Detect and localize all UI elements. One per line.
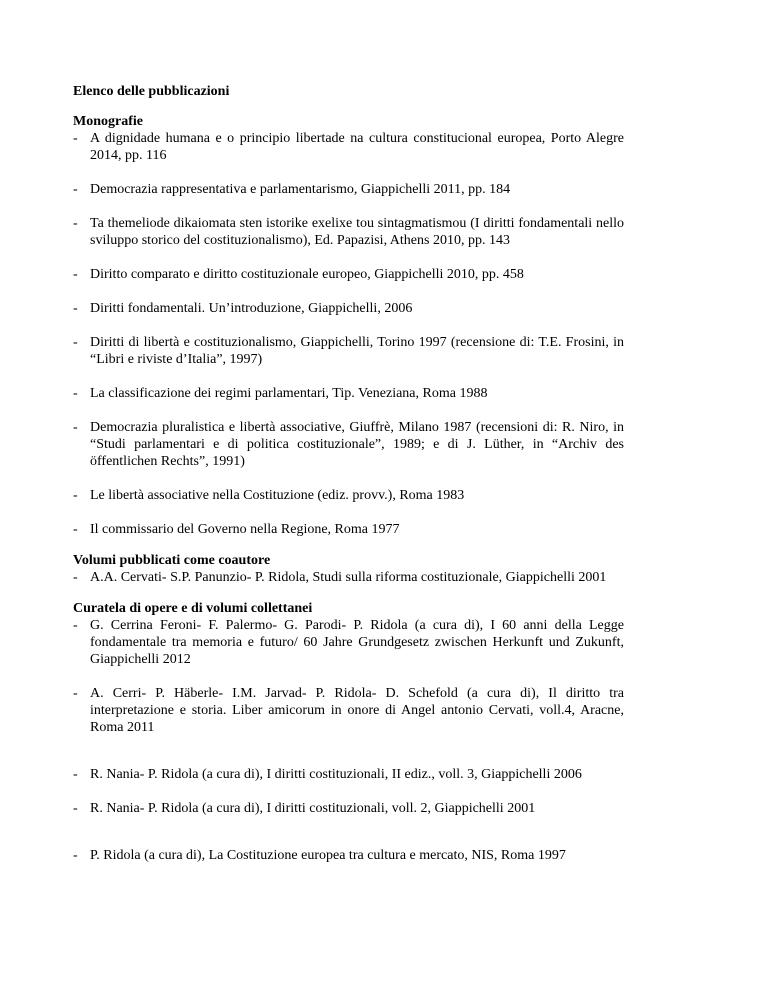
document-title: Elenco delle pubblicazioni — [73, 84, 230, 99]
list-item — [73, 300, 624, 317]
list-item-text: G. Cerrina Feroni- F. Palermo- G. Parodi- P. Ridola (a cura di), I 60 anni della Legge fondamentale tra memoria e futuro/ 60 Jahre Grundgesetz zwischen Herkunft und Zukunft, Giappichelli 2012 — [90, 618, 624, 667]
list-item-text: Le libertà associative nella Costituzione (ediz. provv.), Roma 1983 — [90, 488, 465, 503]
list-item — [73, 569, 624, 586]
list-dash: - — [73, 131, 78, 146]
list-item-text: A.A. Cervati- S.P. Panunzio- P. Ridola, Studi sulla riforma costituzionale, Giappichelli 2001 — [90, 570, 607, 585]
list-item — [73, 215, 624, 249]
section-heading: Curatela di opere e di volumi collettanei — [73, 601, 313, 616]
list-dash: - — [73, 488, 78, 503]
list-item — [73, 266, 624, 283]
list-dash: - — [73, 182, 78, 197]
list-dash: - — [73, 420, 78, 435]
list-item — [73, 800, 624, 817]
list-item — [73, 847, 624, 864]
list-item-text: Democrazia rappresentativa e parlamentarismo, Giappichelli 2011, pp. 184 — [90, 182, 511, 197]
list-item — [73, 617, 624, 668]
list-dash: - — [73, 522, 78, 537]
list-dash: - — [73, 618, 78, 633]
list-dash: - — [73, 848, 78, 863]
list-item-text: Ta themeliode dikaiomata sten istorike exelixe tou sintagmatismou (I diritti fondamentali nello sviluppo storico del costituzionalismo), Ed. Papazisi, Athens 2010, pp. 143 — [90, 216, 624, 248]
list-item — [73, 419, 624, 470]
list-dash: - — [73, 335, 78, 350]
list-dash: - — [73, 216, 78, 231]
list-item — [73, 334, 624, 368]
list-item-text: Diritti di libertà e costituzionalismo, Giappichelli, Torino 1997 (recensione di: T.E. Frosini, in “Libri e riviste d’Italia”, 1997) — [90, 335, 624, 367]
list-item-text: Democrazia pluralistica e libertà associative, Giuffrè, Milano 1987 (recensioni di: R. Niro, in “Studi parlamentari e di politica costituzionale”, 1989; e di J. Lüther, in “Archiv des öffentlichen Rechts”, 1991) — [90, 420, 624, 469]
section-heading: Monografie — [73, 114, 143, 129]
section-monografie — [73, 113, 624, 538]
list-dash: - — [73, 301, 78, 316]
list-dash: - — [73, 767, 78, 782]
list-item — [73, 130, 624, 164]
list-dash: - — [73, 267, 78, 282]
list-item-text: R. Nania- P. Ridola (a cura di), I diritti costituzionali, II ediz., voll. 3, Giappichelli 2006 — [90, 767, 582, 782]
document-page — [73, 83, 624, 881]
list-item-text: P. Ridola (a cura di), La Costituzione europea tra cultura e mercato, NIS, Roma 1997 — [90, 848, 566, 863]
section-coautore — [73, 552, 624, 586]
list-item — [73, 766, 624, 783]
list-item — [73, 685, 624, 736]
list-dash: - — [73, 686, 78, 701]
list-dash: - — [73, 570, 78, 585]
section-heading: Volumi pubblicati come coautore — [73, 553, 271, 568]
list-item — [73, 521, 624, 538]
list-item-text: A dignidade humana e o principio libertade na cultura constitucional europea, Porto Alegre 2014, pp. 116 — [90, 131, 624, 163]
section-curatela — [73, 600, 624, 864]
list-item-text: A. Cerri- P. Häberle- I.M. Jarvad- P. Ridola- D. Schefold (a cura di), Il diritto tra interpretazione e storia. Liber amicorum in onore di Angel antonio Cervati, voll.4, Aracne, Roma 2011 — [90, 686, 624, 735]
list-item-text: La classificazione dei regimi parlamentari, Tip. Veneziana, Roma 1988 — [90, 386, 488, 401]
list-item — [73, 181, 624, 198]
list-item — [73, 487, 624, 504]
list-dash: - — [73, 386, 78, 401]
list-dash: - — [73, 801, 78, 816]
list-item-text: R. Nania- P. Ridola (a cura di), I diritti costituzionali, voll. 2, Giappichelli 2001 — [90, 801, 536, 816]
list-item-text: Diritto comparato e diritto costituzionale europeo, Giappichelli 2010, pp. 458 — [90, 267, 524, 282]
list-item — [73, 385, 624, 402]
list-item-text: Il commissario del Governo nella Regione, Roma 1977 — [90, 522, 400, 537]
list-item-text: Diritti fondamentali. Un’introduzione, Giappichelli, 2006 — [90, 301, 413, 316]
